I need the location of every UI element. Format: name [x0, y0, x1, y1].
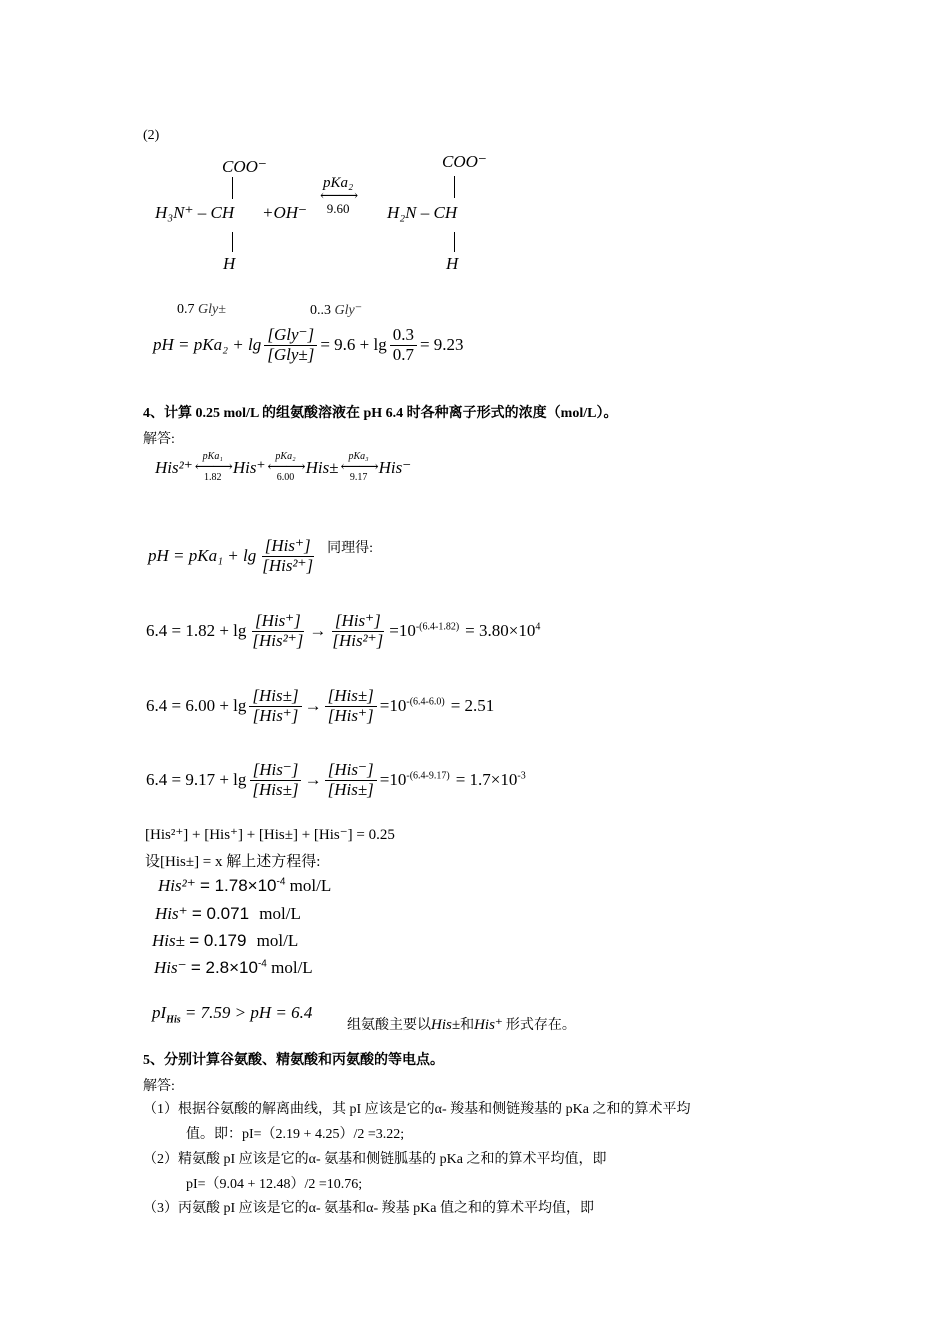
right-carboxylate: COO⁻	[442, 152, 487, 171]
r3-num2: [His⁻]	[325, 761, 377, 781]
r2-num: [His±]	[249, 687, 301, 707]
r1-num2: [His⁺]	[332, 612, 384, 632]
r3-den2: [His±]	[327, 779, 374, 799]
res2-unit: mol/L	[259, 904, 301, 923]
r3-result-exp: -3	[517, 770, 526, 782]
res1-exp: -4	[276, 876, 286, 888]
ph-result: = 9.23	[419, 335, 464, 355]
hh-equation	[148, 537, 373, 575]
right-amine-ch: H₂N – CH	[387, 203, 458, 222]
r1-arrow: →	[309, 621, 327, 641]
pi-note-a: 组氨酸主要以	[347, 1018, 431, 1033]
arrow-glyph: ⟵⟶	[320, 189, 357, 204]
hh-note: 同理得:	[327, 541, 374, 556]
calc-row-2	[146, 687, 494, 725]
r3-arrow: →	[304, 770, 322, 790]
res4-exp: -4	[257, 958, 267, 970]
left-hydrogen: H	[223, 254, 236, 273]
calc-row-1	[146, 612, 540, 650]
r1-num: [His⁺]	[252, 612, 304, 632]
r1-den: [His²⁺]	[252, 630, 304, 650]
ph-equation	[153, 326, 464, 364]
pka1-label: pKa₁	[202, 451, 223, 462]
q5-heading: 5、分别计算谷氨酸、精氨酸和丙氨酸的等电点。	[143, 1053, 444, 1068]
res1-value: = 1.78×10	[199, 876, 277, 895]
set-equation: 设[His±] = x 解上述方程得:	[145, 854, 321, 870]
ph-num2: 0.3	[390, 326, 417, 346]
arrow-2: ⟵⟶	[267, 460, 304, 475]
r1-exp: -(6.4-1.82)	[415, 621, 460, 633]
sum-equation: [His²⁺] + [His⁺] + [His±] + [His⁻] = 0.25	[145, 827, 395, 843]
r3-exp: -(6.4-9.17)	[406, 770, 450, 782]
hh-lhs: pH = pKa₁ + lg	[148, 546, 257, 566]
calc-row-3	[146, 761, 526, 799]
pka3-value: 9.17	[349, 472, 368, 484]
hydroxide: +OH⁻	[262, 203, 307, 222]
pi-lhs: pI	[152, 1003, 167, 1022]
r3-den: [His±]	[252, 779, 299, 799]
q5-line-4: pI=（9.04 + 12.48）/2 =10.76;	[186, 1177, 363, 1192]
hh-num: [His⁺]	[262, 537, 314, 557]
hh-den: [His²⁺]	[262, 555, 314, 575]
pka2-value: 6.00	[276, 472, 295, 484]
right-hydrogen: H	[446, 254, 459, 273]
r2-den: [His⁺]	[252, 705, 299, 725]
r2-den2: [His⁺]	[327, 705, 374, 725]
conc-right-species: Gly⁻	[334, 303, 363, 318]
equilibrium-arrow	[318, 176, 358, 215]
q4-heading: 4、计算 0.25 mol/L 的组氨酸溶液在 pH 6.4 时各种离子形式的浓度（mol/L）。	[143, 406, 618, 421]
pi-equation	[152, 1003, 312, 1025]
pi-sub: His	[166, 1014, 181, 1026]
r2-pow: =10	[379, 696, 407, 716]
r2-num2: [His±]	[325, 687, 377, 707]
result-his-minus	[154, 958, 313, 978]
res3-value: = 0.179	[189, 931, 247, 950]
pi-note-c: 和	[460, 1018, 475, 1033]
res3-species: His±	[152, 931, 185, 950]
q5-line-5: （3）丙氨酸 pI 应该是它的α- 氨基和α- 羧基 pKa 值之和的算术平均值，即	[143, 1201, 594, 1216]
pi-note	[347, 1014, 576, 1034]
r1-result-exp: 4	[535, 621, 541, 633]
result-his-plus	[155, 904, 301, 924]
arrow-3: ⟵⟶	[340, 460, 377, 475]
res4-species: His⁻	[154, 958, 187, 977]
res2-species: His⁺	[155, 904, 188, 923]
arrow-1: ⟵⟶	[194, 460, 231, 475]
ph-lhs: pH = pKa₂ + lg	[153, 335, 262, 355]
r3-lhs: 6.4 = 9.17 + lg	[146, 770, 247, 790]
right-bond-top	[454, 176, 455, 198]
q5-line-3: （2）精氨酸 pI 应该是它的α- 氨基和侧链胍基的 pKa 之和的算术平均值，即	[143, 1152, 607, 1167]
r1-den2: [His²⁺]	[332, 630, 384, 650]
pka3-label: pKa₃	[348, 451, 369, 462]
pi-note-e: 形式存在。	[505, 1018, 576, 1033]
r1-result: = 3.80×10	[465, 621, 536, 641]
left-carboxylate: COO⁻	[222, 157, 267, 176]
arrow-pka-value: 9.60	[326, 201, 350, 217]
left-amine-ch: H₃N⁺ – CH	[155, 203, 235, 222]
r3-result: = 1.7×10	[455, 770, 518, 790]
pi-note-b: His±	[431, 1017, 461, 1033]
his-2plus: His²⁺	[155, 457, 193, 477]
q5-line-2: 值。即：pI=（2.19 + 4.25）/2 =3.22;	[186, 1127, 405, 1142]
result-his-2plus	[158, 876, 331, 896]
q5-answer-label: 解答:	[143, 1079, 175, 1094]
ph-den: [Gly±]	[267, 344, 315, 364]
left-bond-bottom	[232, 232, 233, 252]
conc-right	[310, 302, 362, 319]
r3-pow: =10	[379, 770, 407, 790]
res1-unit: mol/L	[289, 876, 332, 895]
r1-pow: =10	[389, 621, 416, 641]
q4-answer-label: 解答:	[143, 432, 175, 447]
pka1-value: 1.82	[204, 472, 222, 484]
r2-lhs: 6.4 = 6.00 + lg	[146, 696, 247, 716]
his-minus: His⁻	[378, 457, 412, 477]
his-zwitterion: His±	[305, 457, 339, 477]
conc-right-value: 0..3	[310, 303, 331, 318]
res3-unit: mol/L	[256, 931, 299, 950]
left-bond-top	[232, 177, 233, 199]
result-his-zwitterion	[152, 931, 298, 951]
r2-exp: -(6.4-6.0)	[406, 696, 445, 708]
res1-species: His²⁺	[158, 876, 196, 895]
res4-unit: mol/L	[271, 958, 313, 977]
r3-num: [His⁻]	[250, 761, 302, 781]
conc-left	[177, 302, 226, 318]
ph-mid: = 9.6 + lg	[320, 335, 387, 355]
res2-value: = 0.071	[191, 904, 250, 923]
his-equilibrium	[155, 452, 411, 483]
pi-note-d: His⁺	[474, 1017, 503, 1033]
pka2-label: pKa₂	[275, 451, 296, 462]
res4-value: = 2.8×10	[190, 958, 258, 977]
ph-num: [Gly⁻]	[264, 326, 317, 346]
r2-result: = 2.51	[450, 696, 495, 716]
r2-arrow: →	[304, 696, 322, 716]
pi-rhs: = 7.59 > pH = 6.4	[184, 1003, 313, 1022]
his-plus: His⁺	[232, 457, 266, 477]
ph-den2: 0.7	[392, 344, 414, 364]
arrow-pka-label: pKa₂	[322, 175, 354, 191]
q5-line-1: （1）根据谷氨酸的解离曲线，其 pI 应该是它的α- 羧基和侧链羧基的 pKa 之和的算术平均	[143, 1102, 691, 1117]
part-label: (2)	[143, 128, 160, 143]
r1-lhs: 6.4 = 1.82 + lg	[146, 621, 247, 641]
right-bond-bottom	[454, 232, 455, 252]
conc-left-value: 0.7	[177, 302, 195, 317]
conc-left-species: Gly±	[198, 302, 226, 317]
